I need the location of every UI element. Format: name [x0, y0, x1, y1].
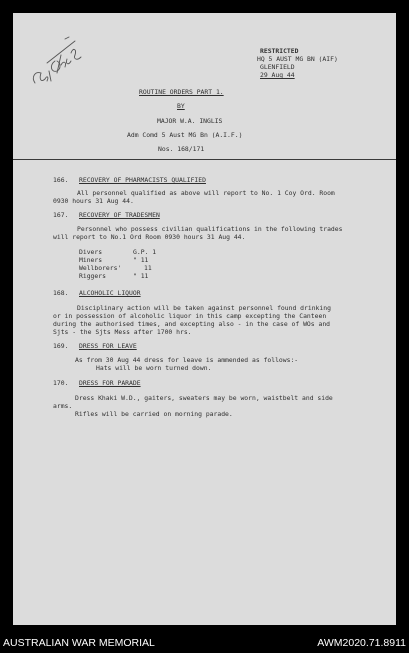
trade-group: 11 [144, 264, 152, 272]
document-title: ROUTINE ORDERS PART 1. [139, 88, 224, 96]
order-heading: ALCOHOLIC LIQUOR [79, 289, 141, 297]
date-label: 29 Aug 44 [260, 71, 295, 79]
trade-name: Riggers [79, 272, 106, 280]
order-body-line: Sjts - the Sjts Mess after 1700 hrs. [53, 328, 192, 336]
order-heading: DRESS FOR PARADE [79, 379, 141, 387]
order-body-line: or in possession of alcoholic liquor in this camp excepting the Canteen [53, 312, 327, 320]
trade-name: Divers [79, 248, 103, 256]
order-body-line: 0930 hours 31 Aug 44. [53, 197, 134, 205]
handwritten-signature [27, 31, 85, 91]
classification-label: RESTRICTED [260, 47, 299, 55]
footer-accession-number: AWM2020.71.8911 [317, 637, 406, 649]
title-author: MAJOR W.A. INGLIS [157, 117, 223, 125]
order-numbers: Nos. 168/171 [158, 145, 205, 153]
title-by: BY [177, 102, 185, 110]
order-body-line: will report to No.1 Ord Room 0930 hours 31 Aug 44. [53, 233, 246, 241]
title-command: Adm Comd 5 Aust MG Bn (A.I.F.) [127, 131, 243, 139]
order-body-line: during the authorised times, and excepting also - in the case of WOs and [53, 320, 331, 328]
document-page [13, 13, 396, 625]
order-body-line: Disciplinary action will be taken against personnel found drinking [77, 304, 331, 312]
order-number: 169. [53, 342, 69, 350]
order-body-line: Personnel who possess civilian qualifications in the following trades [77, 225, 343, 233]
order-number: 168. [53, 289, 69, 297]
order-body-line: Rifles will be carried on morning parade. [75, 410, 233, 418]
trade-group: " 11 [133, 256, 149, 264]
unit-label: HQ 5 AUST MG BN (AIF) [257, 55, 338, 63]
order-heading: RECOVERY OF TRADESMEN [79, 211, 160, 219]
order-body-line: arms. [53, 402, 73, 410]
footer-source: AUSTRALIAN WAR MEMORIAL [3, 637, 155, 649]
order-heading: RECOVERY OF PHARMACISTS QUALIFIED [79, 176, 206, 184]
trade-name: Wellborers' [79, 264, 122, 272]
order-number: 167. [53, 211, 69, 219]
order-body-line: Dress Khaki W.D., gaiters, sweaters may be worn, waistbelt and side [75, 394, 333, 402]
trade-group: " 11 [133, 272, 149, 280]
order-body-line: As from 30 Aug 44 dress for leave is ammended as follows:- [75, 356, 299, 364]
order-body-line: All personnel qualified as above will report to No. 1 Coy Ord. Room [77, 189, 335, 197]
order-number: 166. [53, 176, 69, 184]
trade-name: Miners [79, 256, 103, 264]
order-heading: DRESS FOR LEAVE [79, 342, 137, 350]
location-label: GLENFIELD [260, 63, 295, 71]
trade-group: G.P. 1 [133, 248, 157, 256]
order-body-line: Hats will be worn turned down. [96, 364, 212, 372]
header-divider [13, 159, 396, 160]
order-number: 170. [53, 379, 69, 387]
